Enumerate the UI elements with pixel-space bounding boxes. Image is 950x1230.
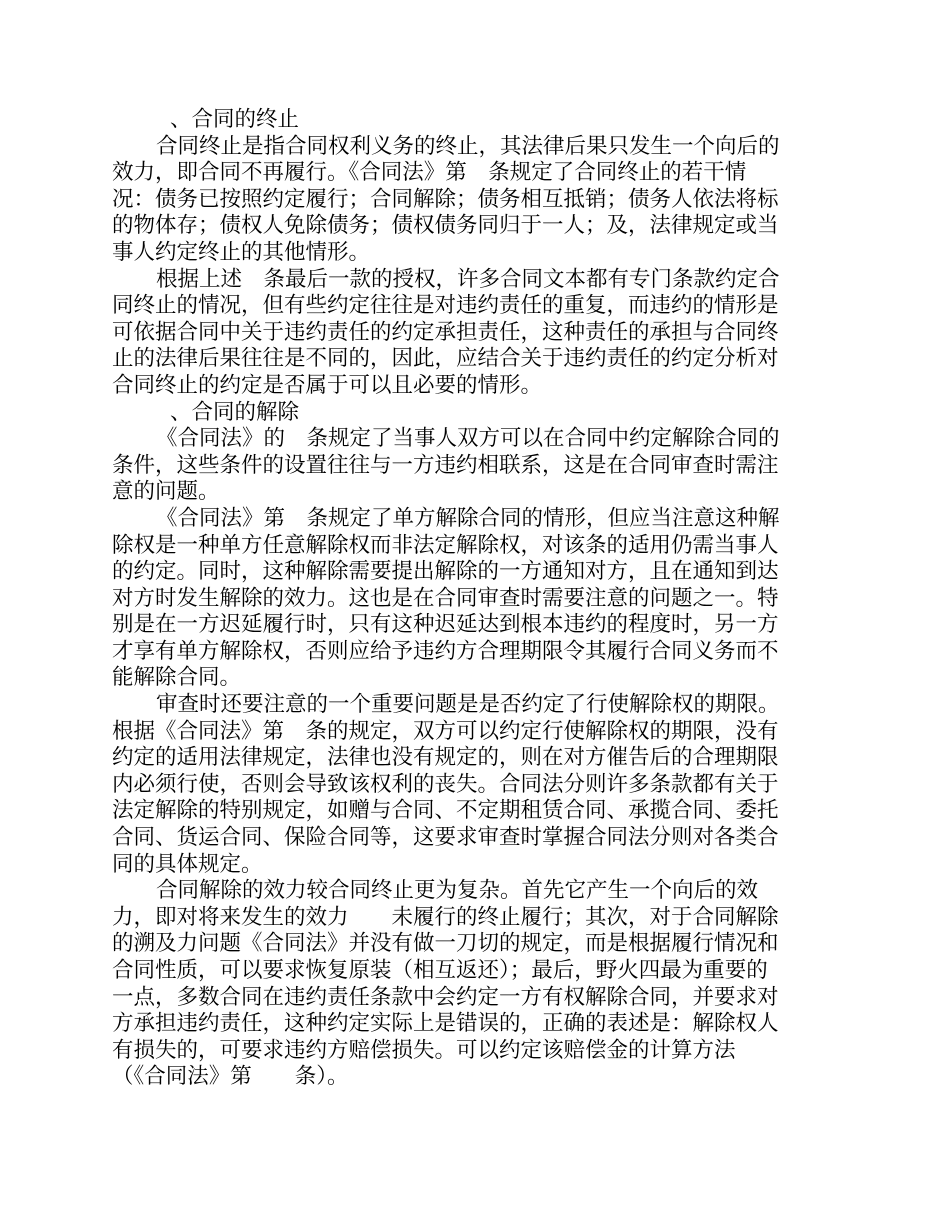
paragraph-line: 合同终止的约定是否属于可以且必要的情形。 (112, 372, 543, 398)
section-heading-rescission: 、合同的解除 (170, 399, 300, 425)
paragraph-line: （《合同法》第 条）。 (112, 1064, 349, 1090)
paragraph-line: 的物体存；债权人免除债务；债权债务同归于一人；及，法律规定或当 (112, 213, 779, 239)
paragraph-line: 况：债务已按照约定履行；合同解除；债务相互抵销；债务人依法将标 (112, 186, 779, 212)
paragraph-line: 能解除合同。 (112, 665, 242, 691)
paragraph-line: 有损失的，可要求违约方赔偿损失。可以约定该赔偿金的计算方法 (112, 1037, 736, 1063)
paragraph-line: 力，即对将来发生的效力 未履行的终止履行；其次，对于合同解除 (112, 904, 779, 930)
paragraph-line: 《合同法》的 条规定了当事人双方可以在合同中约定解除合同的 (156, 426, 780, 452)
paragraph-line: 合同解除的效力较合同终止更为复杂。首先它产生一个向后的效 (156, 878, 759, 904)
paragraph-line: 内必须行使，否则会导致该权利的丧失。合同法分则许多条款都有关于 (112, 771, 779, 797)
paragraph-line: 同终止的情况，但有些约定往往是对违约责任的重复，而违约的情形是 (112, 293, 779, 319)
paragraph-line: 根据《合同法》第 条的规定，双方可以约定行使解除权的期限，没有 (112, 718, 779, 744)
paragraph-line: 除权是一种单方任意解除权而非法定解除权，对该条的适用仍需当事人 (112, 532, 779, 558)
paragraph-line: 的约定。同时，这种解除需要提出解除的一方通知对方，且在通知到达 (112, 559, 779, 585)
paragraph-line: 《合同法》第 条规定了单方解除合同的情形，但应当注意这种解 (156, 505, 780, 531)
paragraph-line: 对方时发生解除的效力。这也是在合同审查时需要注意的问题之一。特 (112, 585, 779, 611)
document-body (112, 107, 840, 1091)
paragraph-line: 合同终止是指合同权利义务的终止，其法律后果只发生一个向后的 (156, 133, 780, 159)
paragraph-line: 效力，即合同不再履行。《合同法》第 条规定了合同终止的若干情 (112, 160, 747, 186)
paragraph-line: 审查时还要注意的一个重要问题是是否约定了行使解除权的期限。 (156, 692, 780, 718)
paragraph-line: 一点，多数合同在违约责任条款中会约定一方有权解除合同，并要求对 (112, 984, 779, 1010)
paragraph-line: 可依据合同中关于违约责任的约定承担责任，这种责任的承担与合同终 (112, 319, 779, 345)
paragraph-line: 的溯及力问题《合同法》并没有做一刀切的规定，而是根据履行情况和 (112, 931, 779, 957)
paragraph-line: 法定解除的特别规定，如赠与合同、不定期租赁合同、承揽合同、委托 (112, 798, 779, 824)
paragraph-line: 才享有单方解除权，否则应给予违约方合理期限令其履行合同义务而不 (112, 638, 779, 664)
paragraph-line: 同的具体规定。 (112, 851, 263, 877)
paragraph-line: 约定的适用法律规定，法律也没有规定的，则在对方催告后的合理期限 (112, 745, 779, 771)
paragraph-line: 事人约定终止的其他情形。 (112, 239, 371, 265)
paragraph-line: 条件，这些条件的设置往往与一方违约相联系，这是在合同审查时需注 (112, 452, 779, 478)
section-heading-termination: 、合同的终止 (170, 107, 300, 132)
paragraph-line: 合同、货运合同、保险合同等，这要求审查时掌握合同法分则对各类合 (112, 825, 779, 851)
paragraph-line: 意的问题。 (112, 479, 220, 505)
paragraph-line: 别是在一方迟延履行时，只有这种迟延达到根本违约的程度时，另一方 (112, 612, 779, 638)
paragraph-line: 方承担违约责任，这种约定实际上是错误的，正确的表述是：解除权人 (112, 1011, 779, 1037)
paragraph-line: 根据上述 条最后一款的授权，许多合同文本都有专门条款约定合 (156, 266, 780, 292)
paragraph-line: 合同性质，可以要求恢复原装（相互返还）；最后，野火四最为重要的 (112, 958, 768, 983)
paragraph-line: 止的法律后果往往是不同的，因此，应结合关于违约责任的约定分析对 (112, 346, 779, 372)
